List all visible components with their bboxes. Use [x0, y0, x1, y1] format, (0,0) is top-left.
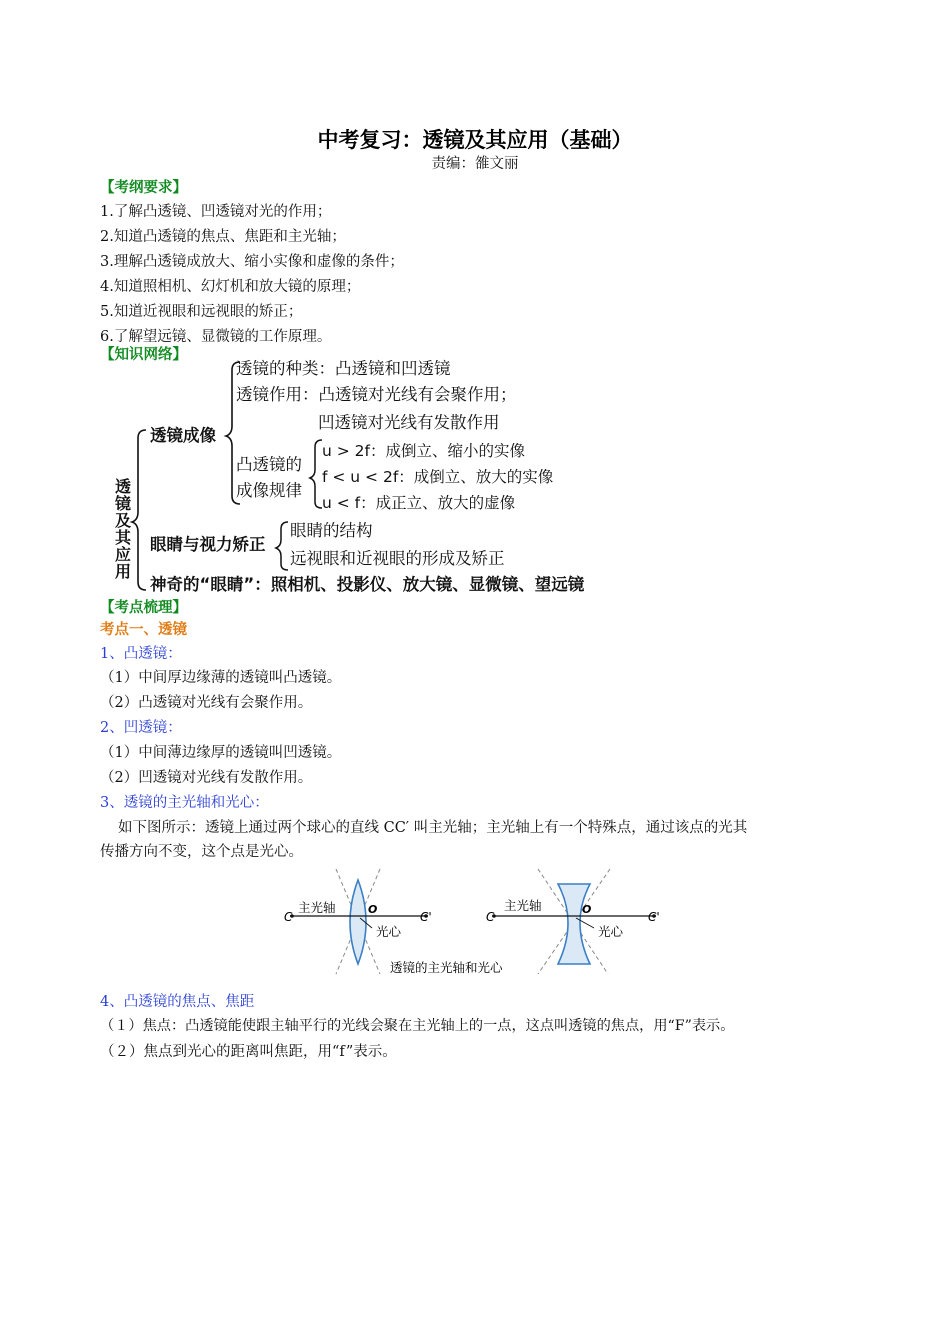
requirement-item: 2.知道凸透镜的焦点、焦距和主光轴；	[100, 229, 346, 245]
requirement-item: 4.知道照相机、幻灯机和放大镜的原理；	[100, 279, 361, 295]
node-rule-2: f < u < 2f：成倒立、放大的实像	[322, 468, 554, 486]
c-right-label: C'	[420, 910, 432, 924]
node-types: 透镜的种类：凸透镜和凹透镜	[236, 359, 451, 378]
item-heading: 4、凸透镜的焦点、焦距	[100, 994, 255, 1010]
node-rule-label-1: 凸透镜的	[236, 455, 302, 474]
page-title: 中考复习：透镜及其应用（基础）	[317, 128, 633, 152]
node-eye-1: 眼睛的结构	[290, 521, 373, 540]
center-label: 光心	[376, 924, 402, 939]
node-rule-label-2: 成像规律	[236, 481, 302, 500]
item-line: （1）中间厚边缘薄的透镜叫凸透镜。	[100, 670, 342, 686]
convex-lens	[284, 869, 432, 974]
brace-eye	[276, 522, 288, 570]
lens-figure	[280, 864, 670, 980]
brace-root	[132, 430, 146, 590]
item-heading: 2、凹透镜：	[100, 720, 182, 736]
svg-text:透镜及其应用: 透镜及其应用	[112, 478, 132, 580]
item-line: （2）凸透镜对光线有会聚作用。	[100, 695, 313, 711]
topic-heading: 考点一、透镜	[100, 622, 187, 638]
item-line: （1）中间薄边缘厚的透镜叫凹透镜。	[100, 745, 342, 761]
c-right-label: C'	[648, 910, 660, 924]
requirement-item: 6.了解望远镜、显微镜的工作原理。	[100, 329, 332, 345]
concave-lens	[486, 869, 660, 974]
node-rule-3: u < f：成正立、放大的虚像	[322, 494, 516, 512]
item-heading: 1、凸透镜：	[100, 646, 182, 662]
o-label: O	[368, 903, 378, 916]
c-left-label: C	[486, 910, 495, 924]
node-magic: 神奇的“眼睛”：照相机、投影仪、放大镜、显微镜、望远镜	[150, 575, 585, 594]
node-effect-1: 透镜作用：凸透镜对光线有会聚作用；	[236, 385, 517, 404]
c-left-label: C	[284, 910, 293, 924]
node-eye-2: 远视眼和近视眼的形成及矫正	[290, 549, 505, 568]
item-line: （２）焦点到光心的距离叫焦距，用“f”表示。	[100, 1044, 397, 1060]
node-rule-1: u > 2f：成倒立、缩小的实像	[322, 442, 525, 460]
item-paragraph: 如下图所示：透镜上通过两个球心的直线 CC′ 叫主光轴；主光轴上有一个特殊点，通过该点的光其	[118, 820, 748, 836]
section-network: 【知识网络】	[100, 347, 187, 363]
axis-label: 主光轴	[504, 898, 542, 913]
item-line: （2）凹透镜对光线有发散作用。	[100, 770, 313, 786]
knowledge-mindmap	[100, 352, 600, 602]
item-paragraph: 传播方向不变，这个点是光心。	[100, 844, 303, 860]
brace-rules	[310, 440, 322, 508]
node-eye: 眼睛与视力矫正	[150, 535, 266, 554]
mindmap-root	[113, 477, 132, 580]
node-lens-imaging: 透镜成像	[150, 426, 216, 445]
section-points: 【考点梳理】	[100, 600, 187, 616]
requirement-item: 3.理解凸透镜成放大、缩小实像和虚像的条件；	[100, 254, 404, 270]
figure-caption: 透镜的主光轴和光心	[390, 960, 503, 975]
section-requirements: 【考纲要求】	[100, 180, 187, 196]
requirement-item: 5.知道近视眼和远视眼的矫正；	[100, 304, 303, 320]
item-line: （１）焦点：凸透镜能使跟主轴平行的光线会聚在主光轴上的一点，这点叫透镜的焦点，用“F”表示。	[100, 1018, 735, 1034]
item-heading: 3、透镜的主光轴和光心：	[100, 795, 269, 811]
o-label: O	[582, 903, 592, 916]
center-label: 光心	[598, 924, 624, 939]
axis-label: 主光轴	[298, 900, 336, 915]
node-effect-2: 凹透镜对光线有发散作用	[318, 413, 500, 432]
requirement-item: 1.了解凸透镜、凹透镜对光的作用；	[100, 204, 332, 220]
editor-line: 责编：雒文丽	[431, 156, 519, 172]
